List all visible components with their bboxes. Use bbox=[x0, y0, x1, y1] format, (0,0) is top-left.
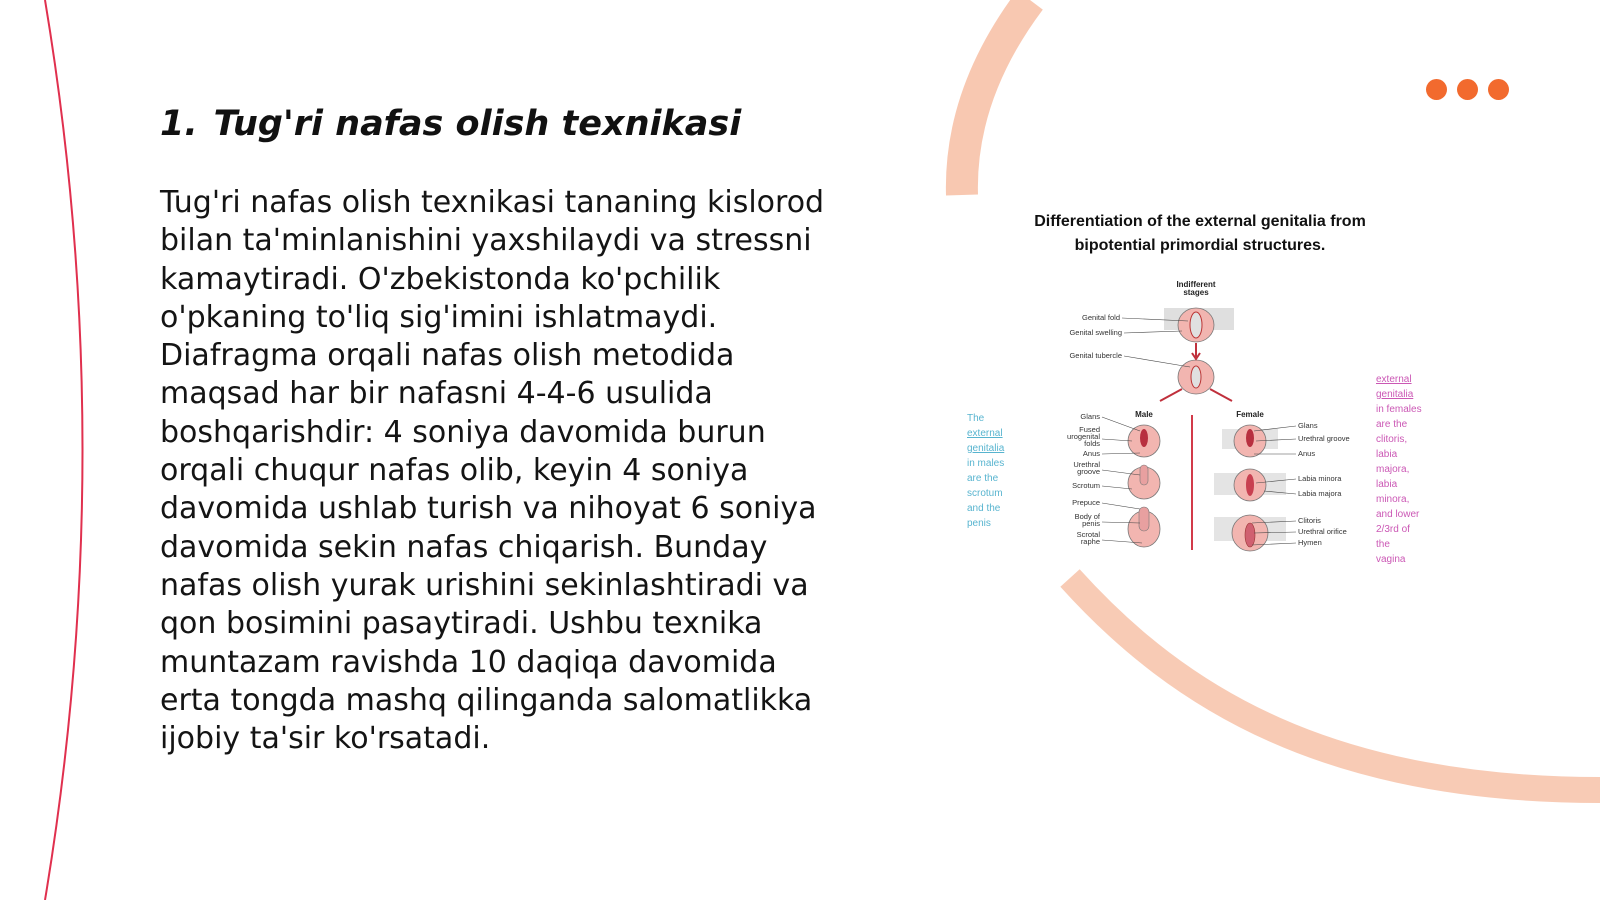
dot-icon bbox=[1426, 79, 1447, 100]
slide-title bbox=[160, 104, 741, 144]
body-line: erta tongda mashq qilinganda salomatlikka bbox=[160, 682, 813, 718]
label-urethral-groove: Urethral groove bbox=[1298, 434, 1350, 443]
dot-icon bbox=[1488, 79, 1509, 100]
male-heading: Male bbox=[1135, 410, 1153, 419]
label-f-glans: Glans bbox=[1298, 421, 1318, 430]
label-urethral-orifice: Urethral orifice bbox=[1298, 527, 1347, 536]
note-text: clitoris, bbox=[1376, 434, 1408, 445]
male-shaft-shape bbox=[1140, 465, 1148, 485]
note-text: in males bbox=[967, 458, 1005, 469]
diagram-figure bbox=[960, 205, 1450, 580]
male-penis-shape bbox=[1139, 507, 1149, 531]
leader-line bbox=[1124, 331, 1182, 333]
female-heading: Female bbox=[1236, 410, 1264, 419]
body-line: muntazam ravishda 10 daqiqa davomida bbox=[160, 644, 777, 680]
female-groove-shape bbox=[1246, 474, 1254, 496]
body-line: bilan ta'minlanishini yaxshilaydi va stressni bbox=[160, 223, 812, 259]
label-raphe: raphe bbox=[1080, 537, 1100, 546]
note-text: minora, bbox=[1376, 494, 1410, 505]
title-number: 1. bbox=[160, 104, 198, 144]
label-clitoris: Clitoris bbox=[1298, 516, 1321, 525]
figure-title-line: bipotential primordial structures. bbox=[1074, 237, 1326, 254]
label-scrotal: Scrotal bbox=[1076, 530, 1100, 539]
body-line: ijobiy ta'sir ko'rsatadi. bbox=[160, 721, 491, 757]
note-text: penis bbox=[967, 518, 991, 529]
label-hymen: Hymen bbox=[1298, 538, 1322, 547]
genital-fold-shape bbox=[1190, 312, 1202, 338]
label-f-anus: Anus bbox=[1298, 449, 1316, 458]
body-line: Diafragma orqali nafas olish metodida bbox=[160, 338, 735, 374]
label-scrotum: Scrotum bbox=[1072, 481, 1100, 490]
stage-label: Indifferent bbox=[1176, 280, 1216, 289]
left-side-note bbox=[967, 411, 1025, 531]
label-urogenital: urogenital bbox=[1067, 432, 1100, 441]
label-fused: Fused bbox=[1079, 425, 1100, 434]
note-text: and the bbox=[967, 503, 1001, 514]
note-text: labia bbox=[1376, 449, 1398, 460]
female-glans-shape bbox=[1246, 429, 1254, 447]
note-text: vagina bbox=[1376, 554, 1406, 565]
stage-label: stages bbox=[1183, 288, 1209, 297]
note-link[interactable]: genitalia bbox=[1376, 389, 1414, 400]
note-text: labia bbox=[1376, 479, 1398, 490]
note-text: in females bbox=[1376, 404, 1422, 415]
body-line: orqali chuqur nafas olib, keyin 4 soniya bbox=[160, 453, 749, 489]
note-text: scrotum bbox=[967, 488, 1003, 499]
figure-title-line: Differentiation of the external genitalia from bbox=[1034, 213, 1366, 230]
top-peach-arc bbox=[962, 0, 1030, 195]
label-labia-majora: Labia majora bbox=[1298, 489, 1342, 498]
note-text: 2/3rd of bbox=[1376, 524, 1410, 535]
note-text: majora, bbox=[1376, 464, 1410, 475]
note-link[interactable]: external bbox=[967, 428, 1003, 439]
left-accent-curve bbox=[45, 0, 83, 900]
label-anus: Anus bbox=[1082, 449, 1100, 458]
genital-tubercle-shape bbox=[1191, 366, 1201, 388]
note-text: the bbox=[1376, 539, 1390, 550]
note-text: The bbox=[967, 413, 985, 424]
arrow-to-male bbox=[1160, 389, 1182, 401]
label-genital-fold: Genital fold bbox=[1082, 313, 1120, 322]
label-urethral: Urethral bbox=[1073, 460, 1100, 469]
body-line: boshqarishdir: 4 soniya davomida burun bbox=[160, 414, 766, 450]
label-genital-tubercle: Genital tubercle bbox=[1069, 351, 1122, 360]
label-labia-minora: Labia minora bbox=[1298, 474, 1342, 483]
label-penis: penis bbox=[1082, 519, 1100, 528]
label-body-of: Body of bbox=[1074, 512, 1100, 521]
note-text: are the bbox=[967, 473, 999, 484]
body-line: davomida ushlab turish va nihoyat 6 soniya bbox=[160, 491, 817, 527]
label-groove: groove bbox=[1077, 467, 1100, 476]
label-prepuce: Prepuce bbox=[1072, 498, 1100, 507]
body-paragraph bbox=[160, 184, 850, 758]
body-line: Tug'ri nafas olish texnikasi tananing kislorod bbox=[160, 185, 825, 220]
body-line: davomida sekin nafas chiqarish. Bunday bbox=[160, 529, 768, 565]
arrow-to-female bbox=[1210, 389, 1232, 401]
body-line: qon bosimini pasaytiradi. Ushbu texnika bbox=[160, 606, 763, 642]
male-glans-shape bbox=[1140, 429, 1148, 447]
note-text: and lower bbox=[1376, 509, 1420, 520]
note-link[interactable]: external bbox=[1376, 374, 1412, 385]
body-line: maqsad har bir nafasni 4-4-6 usulida bbox=[160, 376, 713, 412]
note-link[interactable]: genitalia bbox=[967, 443, 1005, 454]
leader-line bbox=[1124, 356, 1190, 367]
decorative-dots bbox=[1426, 79, 1509, 100]
right-side-note bbox=[1376, 372, 1434, 567]
label-folds: folds bbox=[1084, 439, 1100, 448]
title-text: Tug'ri nafas olish texnikasi bbox=[213, 104, 742, 144]
label-glans: Glans bbox=[1080, 412, 1100, 421]
female-vulva-shape bbox=[1245, 523, 1255, 547]
dot-icon bbox=[1457, 79, 1478, 100]
body-line: kamaytiradi. O'zbekistonda ko'pchilik bbox=[160, 261, 721, 297]
bottom-peach-arc bbox=[1070, 578, 1600, 790]
body-line: nafas olish yurak urishini sekinlashtiradi va bbox=[160, 567, 809, 603]
note-text: are the bbox=[1376, 419, 1408, 430]
body-line: o'pkaning to'liq sig'imini ishlatmaydi. bbox=[160, 299, 718, 335]
label-genital-swelling: Genital swelling bbox=[1069, 328, 1122, 337]
